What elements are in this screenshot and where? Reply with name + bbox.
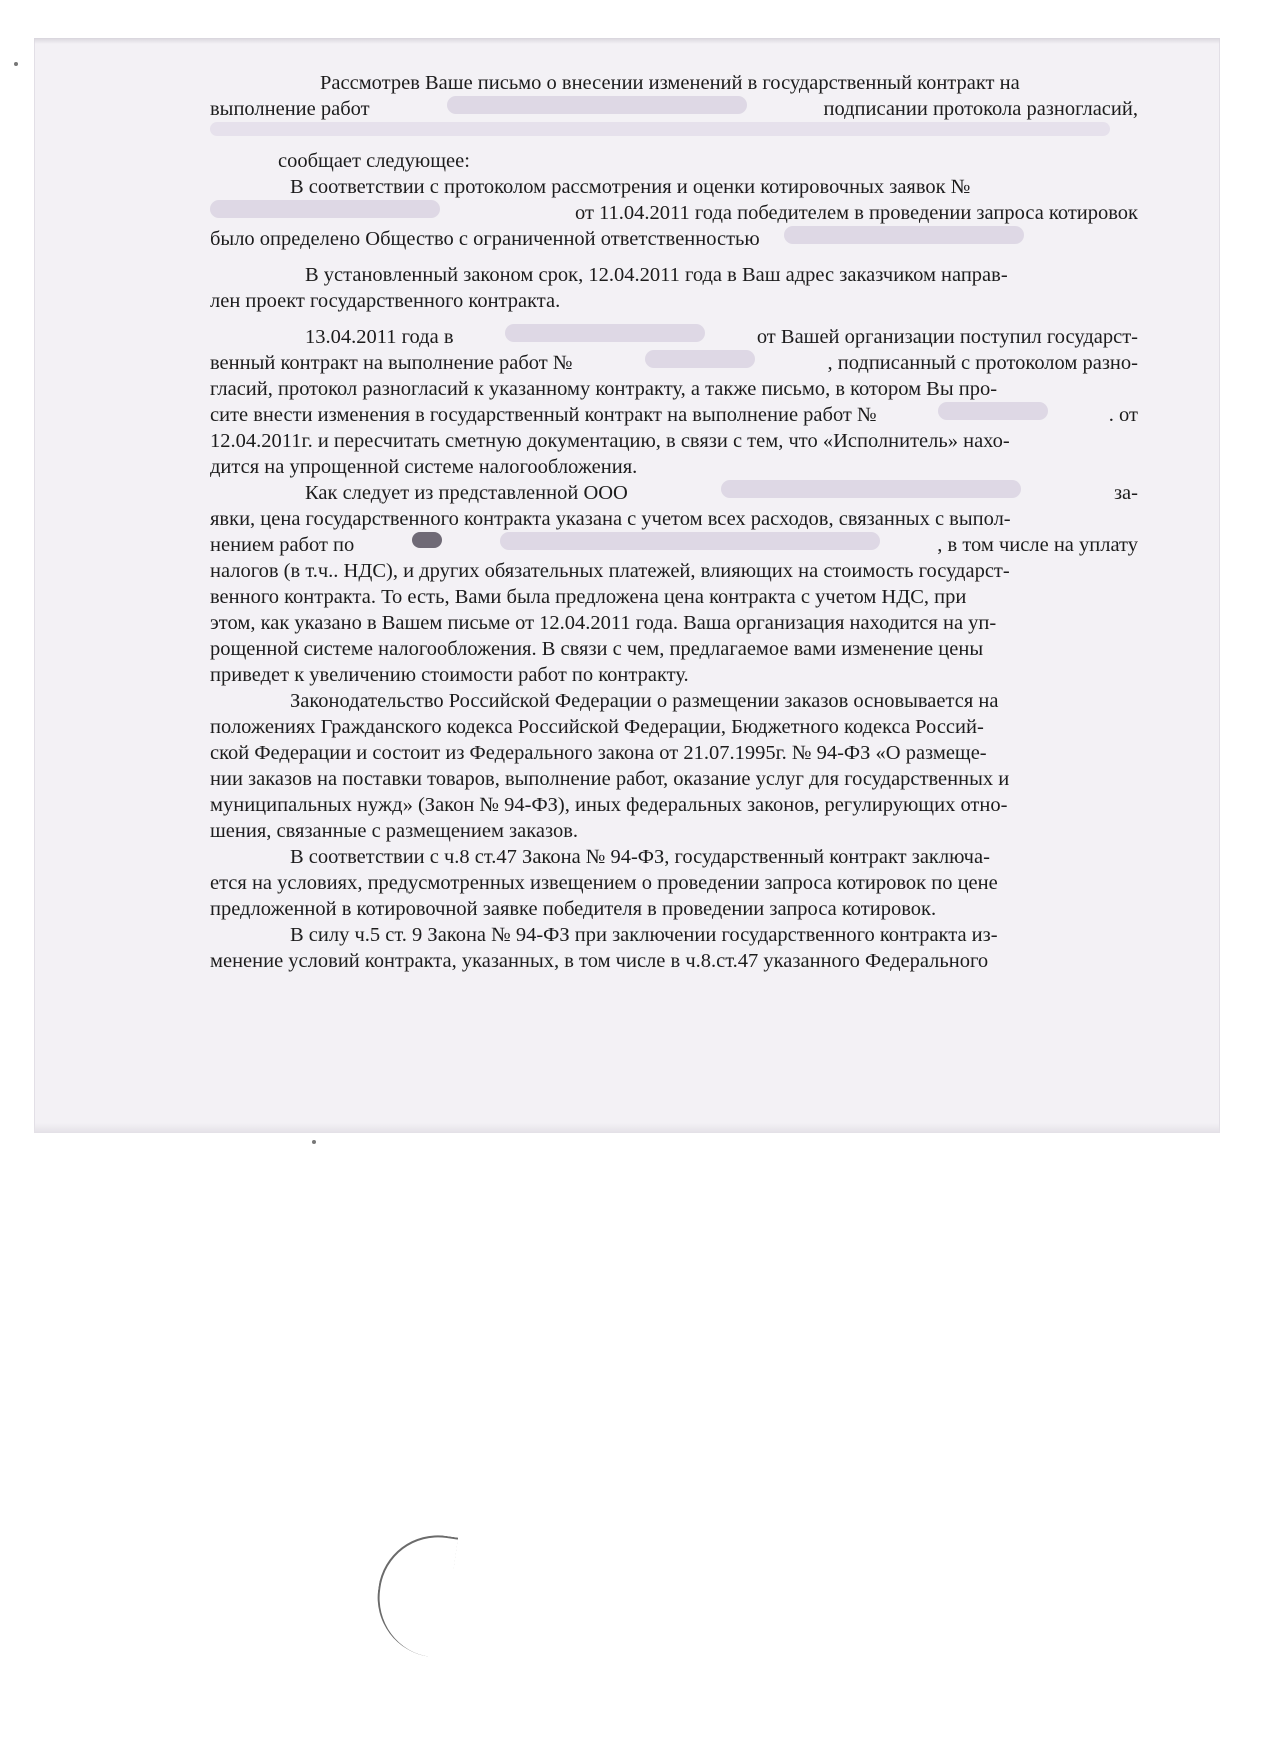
text-line: Законодательство Российской Федерации о размещении заказов основывается на (290, 690, 999, 712)
text-line: лен проект государственного контракта. (210, 290, 561, 312)
text-line: от 11.04.2011 года победителем в проведении запроса котировок (210, 200, 1138, 226)
text-line: В силу ч.5 ст. 9 Закона № 94-ФЗ при заключении государственного контракта из- (290, 924, 998, 946)
redaction (784, 226, 1024, 244)
text-line: В установленный законом срок, 12.04.2011 года в Ваш адрес заказчиком направ- (305, 264, 1008, 286)
redaction (938, 402, 1048, 420)
text-line: 13.04.2011 года в от Вашей организации поступил государст- (305, 326, 1138, 348)
text-line: венный контракт на выполнение работ № , подписанный с протоколом разно- (210, 352, 1138, 374)
text-line: ется на условиях, предусмотренных извещением о проведении запроса котировок по цене (210, 872, 998, 894)
text-line: было определено Общество с ограниченной ответственностью (210, 226, 1138, 252)
redaction (721, 480, 1021, 498)
text-line: предложенной в котировочной заявке победителя в проведении запроса котировок. (210, 898, 937, 920)
text-line: гласий, протокол разногласий к указанному контракту, а также письмо, в котором Вы про- (210, 378, 998, 400)
text-line: нии заказов на поставки товаров, выполнение работ, оказание услуг для государственных и (210, 768, 1010, 790)
text-line: венного контракта. То есть, Вами была предложена цена контракта с учетом НДС, при (210, 586, 967, 608)
faded-line (210, 122, 1110, 136)
text-line: положениях Гражданского кодекса Российской Федерации, Бюджетного кодекса Россий- (210, 716, 984, 738)
text-line: ской Федерации и состоит из Федерального закона от 21.07.1995г. № 94-ФЗ «О размеще- (210, 742, 987, 764)
text-line: В соответствии с ч.8 ст.47 Закона № 94-ФЗ, государственный контракт заключа- (290, 846, 990, 868)
scan-speck (312, 1140, 316, 1144)
text-line: менение условий контракта, указанных, в том числе в ч.8.ст.47 указанного Федерального (210, 950, 989, 972)
text-line: выполнение работ подписании протокола разногласий, (210, 98, 1138, 120)
redaction (500, 532, 880, 550)
text-line: В соответствии с протоколом рассмотрения и оценки котировочных заявок № (290, 176, 971, 198)
text-line (210, 122, 1138, 148)
text-line: Как следует из представленной ООО за- (305, 482, 1138, 504)
text-line: дится на упрощенной системе налогообложения. (210, 456, 638, 478)
letter-body (210, 70, 1138, 974)
text-line: 12.04.2011г. и пересчитать сметную документацию, в связи с тем, что «Исполнитель» нахо- (210, 430, 1010, 452)
pen-mark (370, 1528, 458, 1659)
text-line: муниципальных нужд» (Закон № 94-ФЗ), иных федеральных законов, регулирующих отно- (210, 794, 1008, 816)
text-line: явки, цена государственного контракта указана с учетом всех расходов, связанных с выпол- (210, 508, 1011, 530)
text-line: Рассмотрев Ваше письмо о внесении изменений в государственный контракт на (320, 72, 1020, 94)
ink-blot (412, 532, 442, 548)
redaction (505, 324, 705, 342)
text-line: приведет к увеличению стоимости работ по контракту. (210, 664, 689, 686)
text-line: шения, связанные с размещением заказов. (210, 820, 579, 842)
scan-edge-shadow (34, 38, 1220, 44)
scan-speck (14, 62, 18, 66)
text-line: этом, как указано в Вашем письме от 12.04.2011 года. Ваша организация находится на уп- (210, 612, 997, 634)
scan-bottom-edge (34, 1123, 1220, 1133)
text-line: рощенной системе налогообложения. В связи с чем, предлагаемое вами изменение цены (210, 638, 984, 660)
text-line: нением работ по , в том числе на уплату (210, 534, 1138, 556)
text-line: налогов (в т.ч.. НДС), и других обязательных платежей, влияющих на стоимость государст- (210, 560, 1010, 582)
text-line: сообщает следующее: (278, 150, 470, 172)
redaction (210, 200, 440, 218)
text-line: сите внести изменения в государственный контракт на выполнение работ № . от (210, 404, 1138, 426)
redaction (645, 350, 755, 368)
redaction (447, 96, 747, 114)
